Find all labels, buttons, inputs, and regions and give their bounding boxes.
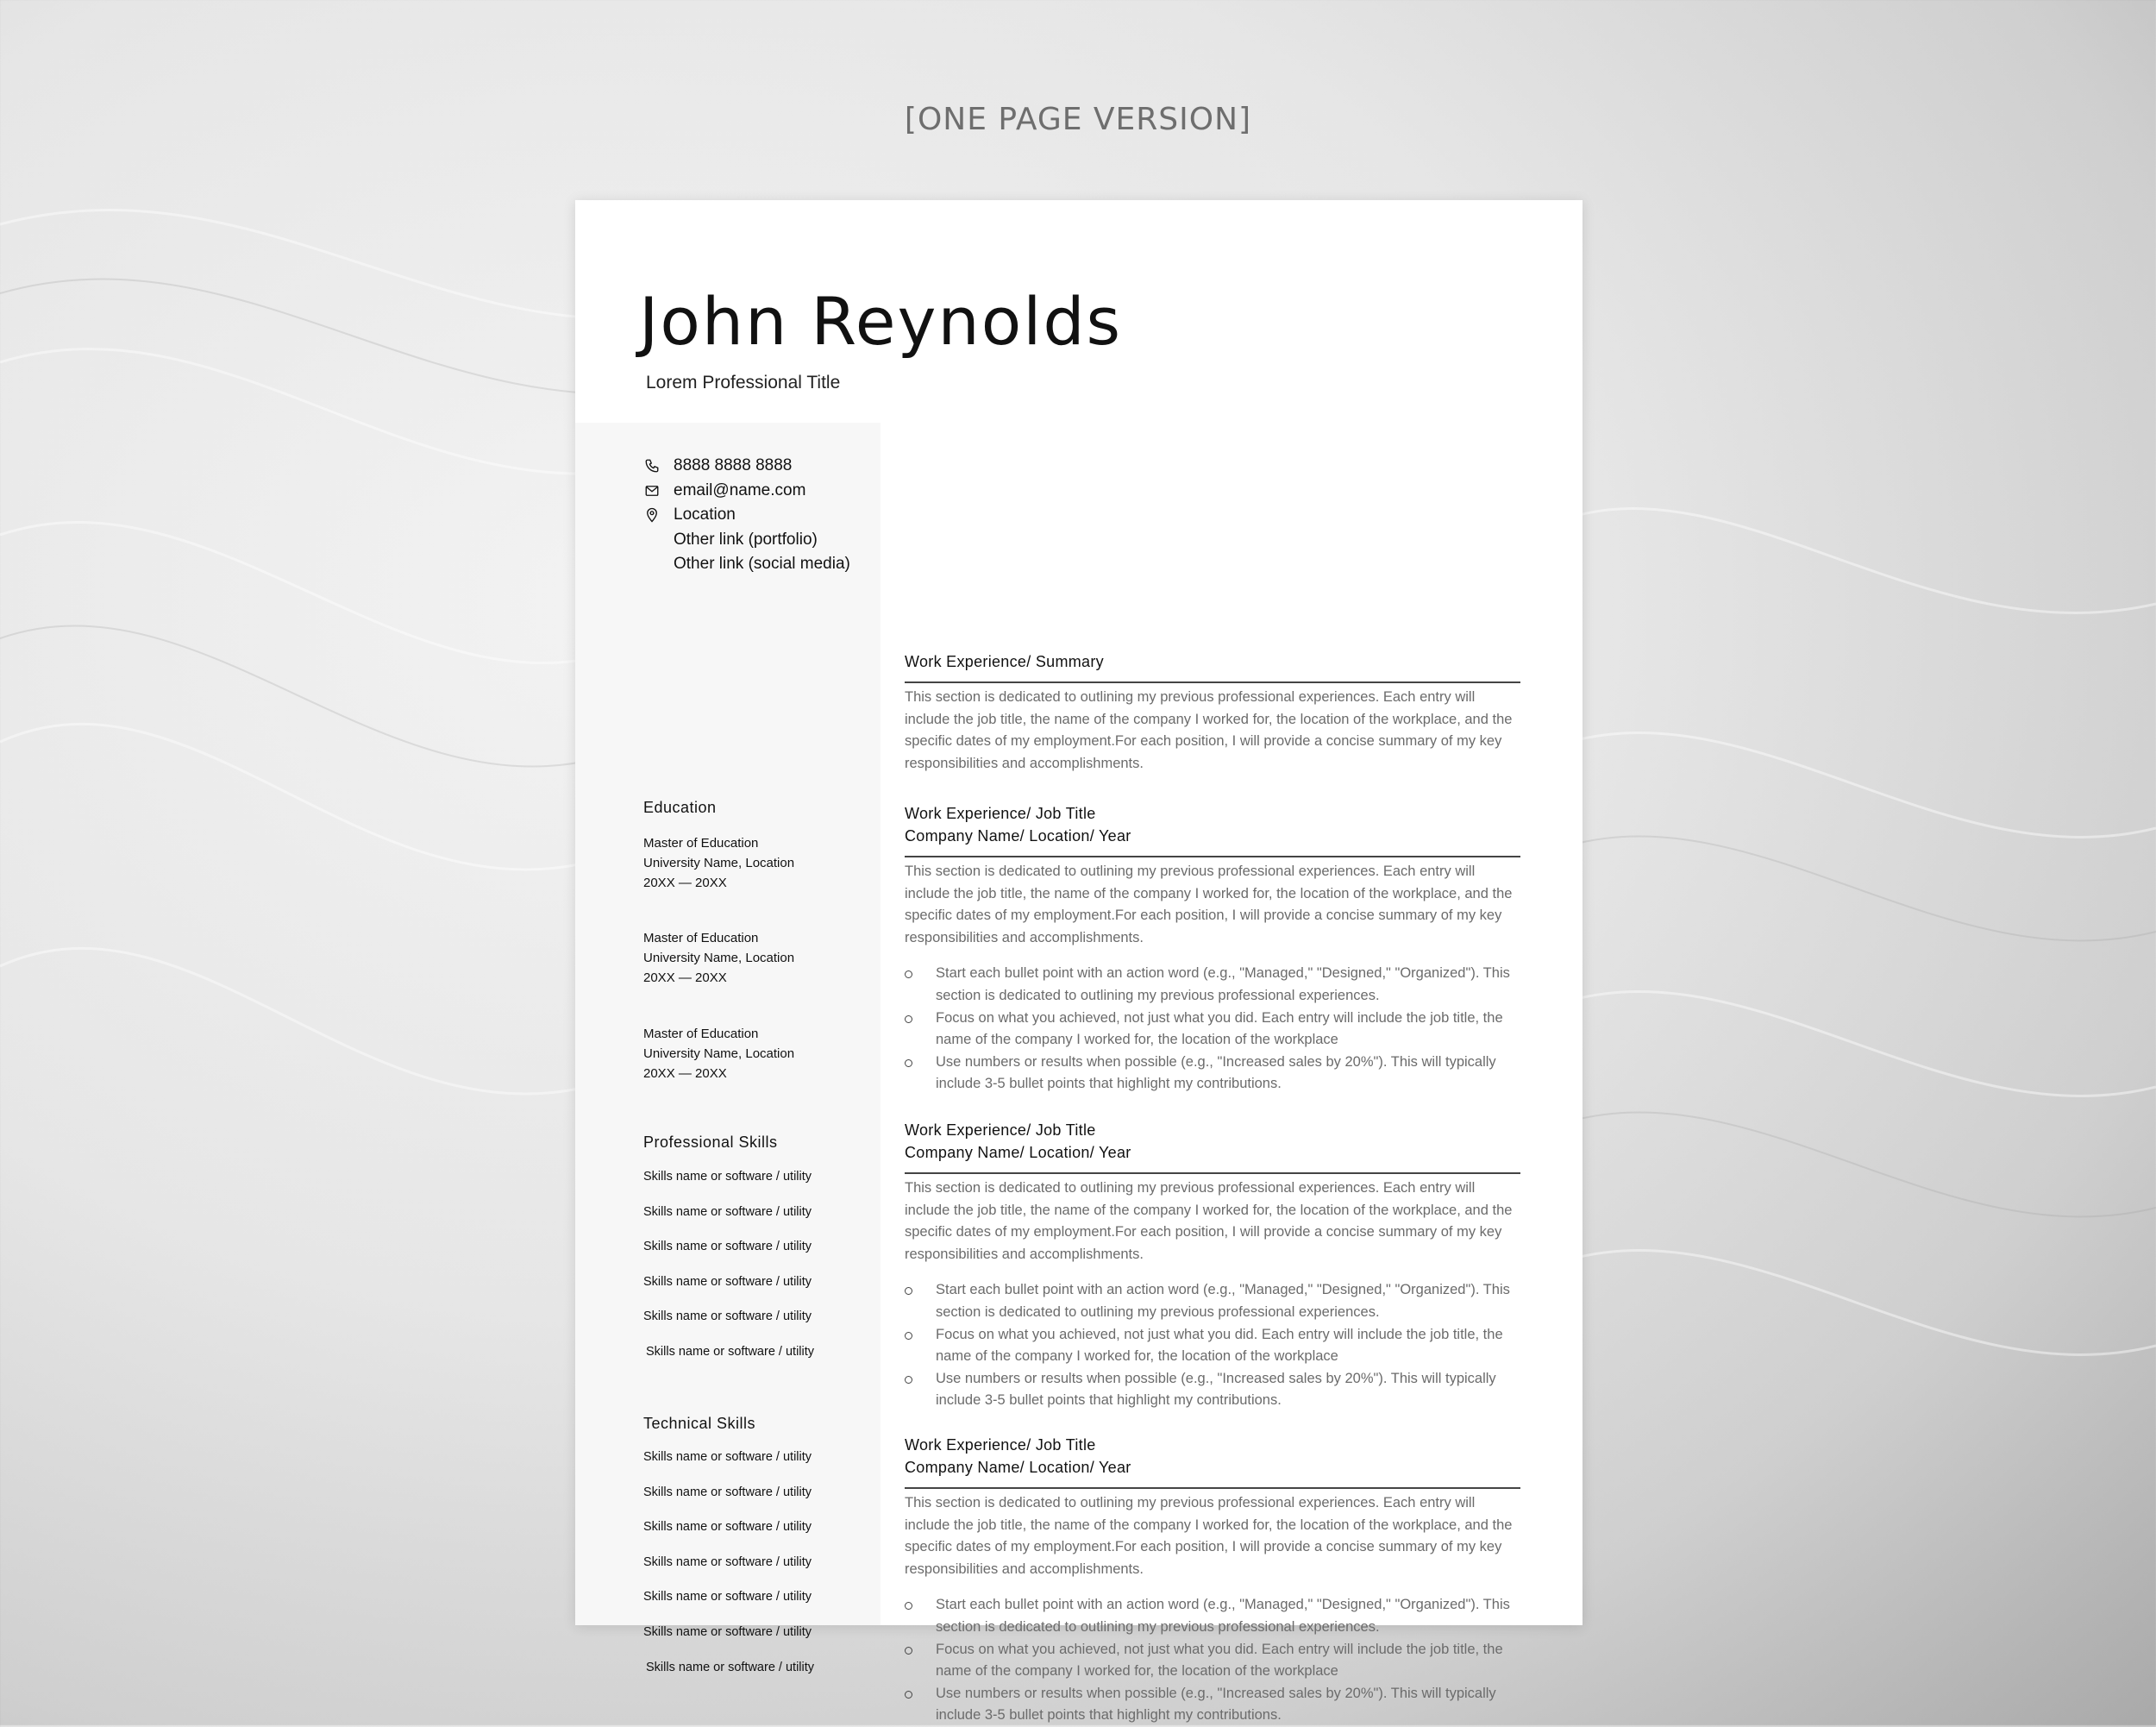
- resume-name: John Reynolds: [639, 283, 1123, 360]
- contact-location: [644, 503, 850, 528]
- skill-item: Skills name or software / utility: [646, 1344, 815, 1359]
- bullet-item: Start each bullet point with an action word (e.g., "Managed," "Designed," "Organized"). This section is dedicated to outlining my previous professional experiences.: [905, 1279, 1520, 1323]
- technical-skills-heading: Technical Skills: [643, 1415, 756, 1432]
- location-pin-icon: [644, 507, 674, 523]
- phone-icon: [644, 458, 674, 474]
- social-link-text: Other link (social media): [674, 555, 850, 574]
- job-description: This section is dedicated to outlining my previous professional experiences. Each entry will include the job title, the name of the company I worked for, the location of the workplace, and the specific dates of my employment.For each position, I will provide a concise summary of my key responsibilities and accomplishments.: [905, 1180, 1513, 1262]
- professional-title: Lorem Professional Title: [646, 373, 841, 392]
- education-heading: Education: [643, 799, 717, 816]
- contact-email-text: email@name.com: [674, 480, 806, 499]
- job-section: [905, 1434, 1520, 1727]
- bullet-circle-icon: [905, 1332, 912, 1340]
- job-bullets: [905, 1279, 1520, 1412]
- job-title: Work Experience/ Job Title: [905, 1121, 1096, 1139]
- job-company: Company Name/ Location/ Year: [905, 1144, 1131, 1161]
- bullet-circle-icon: [905, 1691, 912, 1699]
- skill-item: Skills name or software / utility: [643, 1204, 812, 1219]
- job-bullets: [905, 963, 1520, 1096]
- section-divider: [905, 856, 1520, 857]
- job-company: Company Name/ Location/ Year: [905, 1459, 1131, 1476]
- degree: Master of Education: [643, 1027, 759, 1041]
- school: University Name, Location: [643, 951, 795, 965]
- years: 20XX — 20XX: [643, 1066, 727, 1081]
- bullet-circle-icon: [905, 1376, 912, 1384]
- sidebar: [575, 423, 881, 1674]
- bullet-item: Use numbers or results when possible (e.g., "Increased sales by 20%"). This will typically include 3-5 bullet points that highlight my contributions.: [905, 1368, 1520, 1412]
- job-title: Work Experience/ Job Title: [905, 805, 1096, 822]
- contact-location-text: Location: [674, 506, 736, 524]
- job-title: Work Experience/ Job Title: [905, 1436, 1096, 1454]
- contact-phone: [644, 454, 850, 479]
- skill-item: Skills name or software / utility: [643, 1624, 812, 1639]
- education-entry: [643, 928, 794, 988]
- education-entry: [643, 1024, 794, 1083]
- bullet-circle-icon: [905, 1059, 912, 1067]
- job-section: [905, 802, 1520, 1096]
- summary-section: [905, 650, 1520, 775]
- professional-skills-heading: Professional Skills: [643, 1134, 778, 1151]
- skill-item: Skills name or software / utility: [643, 1274, 812, 1289]
- portfolio-link-text: Other link (portfolio): [674, 530, 818, 549]
- skill-item: Skills name or software / utility: [643, 1590, 812, 1605]
- resume-page: [575, 200, 1583, 1724]
- summary-text: This section is dedicated to outlining my previous professional experiences. Each entry will include the job title, the name of the company I worked for, the location of the workplace, and the specific dates of my employment.For each position, I will provide a concise summary of my key responsibilities and accomplishments.: [905, 689, 1513, 771]
- job-section: [905, 1119, 1520, 1412]
- bullet-item: Use numbers or results when possible (e.g., "Increased sales by 20%"). This will typically include 3-5 bullet points that highlight my contributions.: [905, 1683, 1520, 1727]
- contact-list: [644, 454, 850, 577]
- education-entry: [643, 833, 794, 893]
- bullet-item: Use numbers or results when possible (e.g., "Increased sales by 20%"). This will typically include 3-5 bullet points that highlight my contributions.: [905, 1052, 1520, 1096]
- contact-phone-text: 8888 8888 8888: [674, 456, 793, 475]
- bullet-circle-icon: [905, 1287, 912, 1295]
- bullet-item: Focus on what you achieved, not just what you did. Each entry will include the job title, the name of the company I worked for, the location of the workplace: [905, 1639, 1520, 1683]
- technical-skills-list: [643, 1450, 814, 1695]
- bullet-item: Focus on what you achieved, not just what you did. Each entry will include the job title, the name of the company I worked for, the location of the workplace: [905, 1324, 1520, 1368]
- skill-item: Skills name or software / utility: [643, 1309, 812, 1324]
- contact-portfolio-link[interactable]: [644, 528, 850, 553]
- bullet-circle-icon: [905, 1647, 912, 1655]
- professional-skills-list: [643, 1170, 814, 1380]
- version-banner: [ONE PAGE VERSION]: [904, 102, 1252, 137]
- job-description: This section is dedicated to outlining my previous professional experiences. Each entry will include the job title, the name of the company I worked for, the location of the workplace, and the specific dates of my employment.For each position, I will provide a concise summary of my key responsibilities and accomplishments.: [905, 864, 1513, 945]
- job-company: Company Name/ Location/ Year: [905, 827, 1131, 845]
- section-divider: [905, 1172, 1520, 1174]
- job-description: This section is dedicated to outlining my previous professional experiences. Each entry will include the job title, the name of the company I worked for, the location of the workplace, and the specific dates of my employment.For each position, I will provide a concise summary of my key responsibilities and accomplishments.: [905, 1495, 1513, 1577]
- skill-item: Skills name or software / utility: [643, 1485, 812, 1499]
- mail-icon: [644, 483, 674, 499]
- degree: Master of Education: [643, 836, 759, 851]
- bullet-item: Focus on what you achieved, not just what you did. Each entry will include the job title, the name of the company I worked for, the location of the workplace: [905, 1008, 1520, 1052]
- bullet-circle-icon: [905, 970, 912, 978]
- contact-email[interactable]: [644, 479, 850, 504]
- skill-item: Skills name or software / utility: [646, 1660, 815, 1674]
- section-divider: [905, 1487, 1520, 1489]
- school: University Name, Location: [643, 1046, 795, 1061]
- job-bullets: [905, 1594, 1520, 1727]
- skill-item: Skills name or software / utility: [643, 1170, 812, 1184]
- years: 20XX — 20XX: [643, 876, 727, 890]
- skill-item: Skills name or software / utility: [643, 1450, 812, 1464]
- summary-heading: Work Experience/ Summary: [905, 653, 1104, 670]
- bullet-item: Start each bullet point with an action word (e.g., "Managed," "Designed," "Organized"). This section is dedicated to outlining my previous professional experiences.: [905, 963, 1520, 1007]
- school: University Name, Location: [643, 856, 795, 870]
- years: 20XX — 20XX: [643, 970, 727, 985]
- skill-item: Skills name or software / utility: [643, 1554, 812, 1569]
- bullet-circle-icon: [905, 1015, 912, 1023]
- bullet-item: Start each bullet point with an action word (e.g., "Managed," "Designed," "Organized"). This section is dedicated to outlining my previous professional experiences.: [905, 1594, 1520, 1638]
- section-divider: [905, 681, 1520, 683]
- degree: Master of Education: [643, 931, 759, 945]
- bullet-circle-icon: [905, 1602, 912, 1610]
- skill-item: Skills name or software / utility: [643, 1240, 812, 1254]
- contact-social-link[interactable]: [644, 552, 850, 577]
- skill-item: Skills name or software / utility: [643, 1520, 812, 1535]
